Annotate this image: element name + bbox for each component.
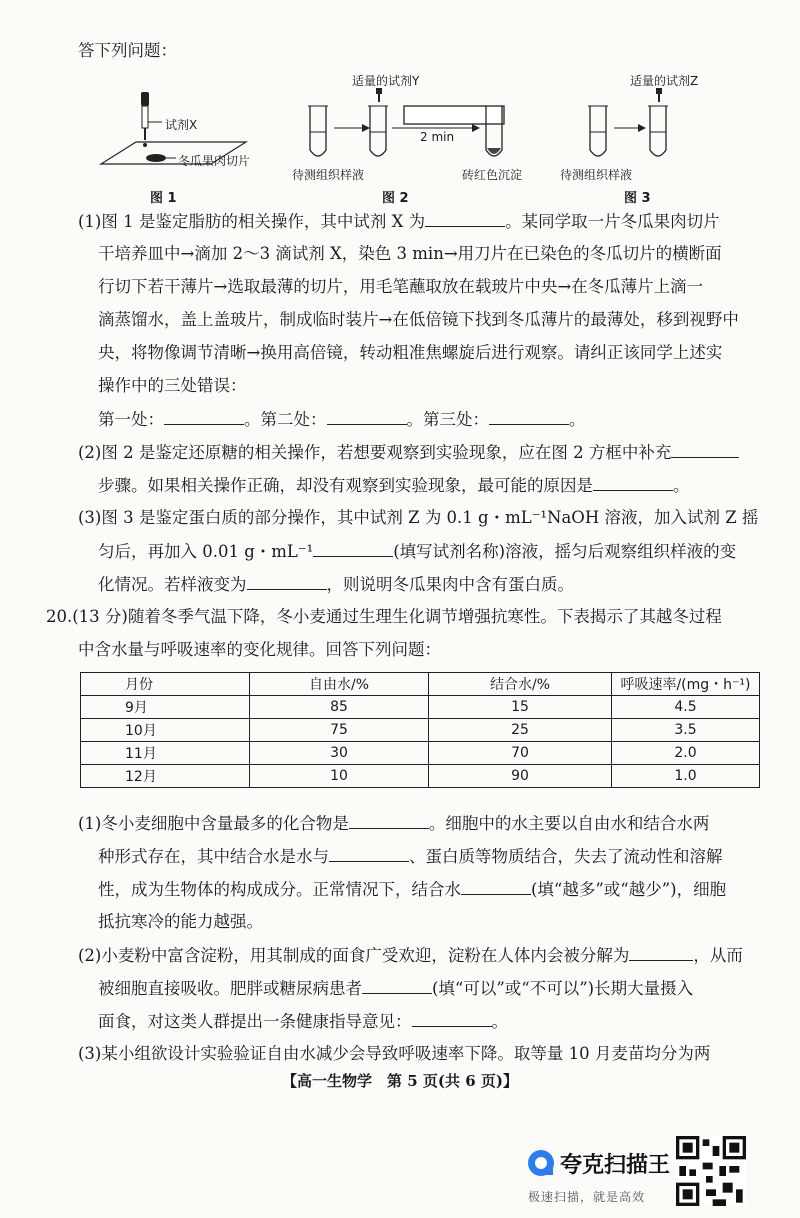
table-row: 11月 30 70 2.0: [81, 742, 760, 765]
q20-p2-line2: 被细胞直接吸收。肥胖或糖尿病患者 (填“可以”或“不可以”)长期大量摄入: [98, 979, 694, 998]
fig3-label: 待测组织样液: [560, 168, 633, 182]
scanner-brand-name: 夸克扫描王: [560, 1153, 671, 1178]
q19-p3-line2: 匀后，再加入 0.01 g・mL⁻¹ (填写试剂名称)溶液，摇匀后观察组织样液的变: [98, 542, 737, 561]
q20-p1-line1: (1)冬小麦细胞中含量最多的化合物是 。细胞中的水主要以自由水和结合水两: [78, 814, 710, 833]
q20-p1-line4: 抵抗寒冷的能力越强。: [98, 912, 263, 931]
answer-blank[interactable]: [247, 573, 327, 590]
scanner-slogan: 极速扫描，就是高效: [528, 1190, 646, 1204]
q19-p2-line1: (2)图 2 是鉴定还原糖的相关操作，若想要观察到实验现象，应在图 2 方框中补充: [78, 441, 739, 464]
q19-p1-line6: 操作中的三处错误：: [98, 376, 247, 395]
answer-blank[interactable]: [629, 944, 693, 961]
q19-p3-line3: 化情况。若样液变为 ，则说明冬瓜果肉中含有蛋白质。: [98, 575, 574, 594]
table-header-row: [81, 673, 760, 696]
answer-blank[interactable]: [412, 1010, 492, 1027]
q19-p1-line4: 滴蒸馏水，盖上盖玻片，制成临时装片→在低倍镜下找到冬瓜薄片的最薄处，移到视野中: [98, 310, 739, 329]
answer-blank[interactable]: [461, 878, 531, 895]
answer-blank[interactable]: [362, 977, 432, 994]
fig1-reagent-label: 试剂X: [165, 118, 198, 132]
figure-2-diagram: [300, 88, 520, 168]
scanner-logo-icon: [526, 1148, 556, 1178]
q19-p1-line5: 央，将物像调节清晰→换用高倍镜，转动粗准焦螺旋后进行观察。请纠正该同学上述实: [98, 343, 723, 362]
answer-blank[interactable]: [593, 474, 673, 491]
q20-p1-line2: 种形式存在，其中结合水是水与 、蛋白质等物质结合，失去了流动性和溶解: [98, 847, 723, 866]
table-row: 9月 85 15 4.5: [81, 696, 760, 719]
fig2-time-label: 2 min: [420, 130, 455, 144]
q19-p1-line1: (1)图 1 是鉴定脂肪的相关操作，其中试剂 X 为 。某同学取一片冬瓜果肉切片: [78, 212, 720, 231]
q20-intro-line2: 中含水量与呼吸速率的变化规律。回答下列问题：: [78, 640, 441, 659]
q20-p2-line3: 面食，对这类人群提出一条健康指导意见： 。: [98, 1012, 508, 1031]
q20-intro-line1: 20.(13 分)随着冬季气温下降，冬小麦通过生理生化调节增强抗寒性。下表揭示了其越冬过程: [46, 607, 722, 626]
table-header: 呼吸速率/(mg・h⁻¹): [612, 673, 760, 696]
q20-p3-line1: (3)某小组欲设计实验验证自由水减少会导致呼吸速率下降。取等量 10 月麦苗均分为两: [78, 1044, 711, 1063]
answer-blank[interactable]: [489, 408, 569, 425]
q20-p1-line3: 性，成为生物体的构成成分。正常情况下，结合水 (填“越多”或“越少”)，细胞: [98, 880, 727, 899]
fig3-reagent-label: 适量的试剂Z: [630, 74, 699, 88]
fig1-caption: 图 1: [150, 191, 177, 206]
answer-blank[interactable]: [425, 210, 505, 227]
fig2-caption: 图 2: [382, 191, 409, 206]
answer-blank[interactable]: [327, 408, 407, 425]
answer-blank[interactable]: [313, 540, 393, 557]
table-header: 自由水/%: [250, 673, 429, 696]
answer-blank[interactable]: [329, 845, 409, 862]
fig1-sample-label: 冬瓜果肉切片: [178, 154, 251, 168]
q19-p1-line2: 干培养皿中→滴加 2～3 滴试剂 X，染色 3 min→用刀片在已染色的冬瓜切片的横断面: [98, 244, 722, 263]
table-header: 月份: [81, 673, 250, 696]
figure-3-diagram: [580, 88, 690, 168]
intro-line: 答下列问题：: [78, 41, 177, 60]
table-row: 10月 75 25 3.5: [81, 719, 760, 742]
q20-p2-line1: (2)小麦粉中富含淀粉，用其制成的面食广受欢迎，淀粉在人体内会被分解为 ，从而: [78, 946, 743, 965]
answer-blank[interactable]: [164, 408, 244, 425]
table-row: 12月 10 90 1.0: [81, 765, 760, 788]
qr-code-icon: [676, 1136, 746, 1206]
q19-p1-line3: 行切下若干薄片→选取最薄的切片，用毛笔蘸取放在载玻片中央→在冬瓜薄片上滴一: [98, 277, 704, 296]
fig2-reagent-label: 适量的试剂Y: [352, 74, 420, 88]
answer-blank[interactable]: [671, 441, 739, 458]
fig2-right-label: 砖红色沉淀: [462, 168, 523, 182]
water-respiration-table: [80, 672, 760, 788]
table-header: 结合水/%: [429, 673, 612, 696]
q19-p2-line2: 步骤。如果相关操作正确，却没有观察到实验现象，最可能的原因是 。: [98, 476, 690, 495]
q19-p3-line1: (3)图 3 是鉴定蛋白质的部分操作，其中试剂 Z 为 0.1 g・mL⁻¹NaOH 溶液，加入试剂 Z 摇: [78, 508, 759, 527]
fig2-left-label: 待测组织样液: [292, 168, 365, 182]
q19-p1-line7: 第一处： 。第二处： 。第三处： 。: [98, 410, 586, 429]
page-footer: 【高一生物学 第 5 页(共 6 页)】: [282, 1072, 518, 1090]
fig3-caption: 图 3: [624, 191, 651, 206]
answer-blank[interactable]: [349, 812, 429, 829]
